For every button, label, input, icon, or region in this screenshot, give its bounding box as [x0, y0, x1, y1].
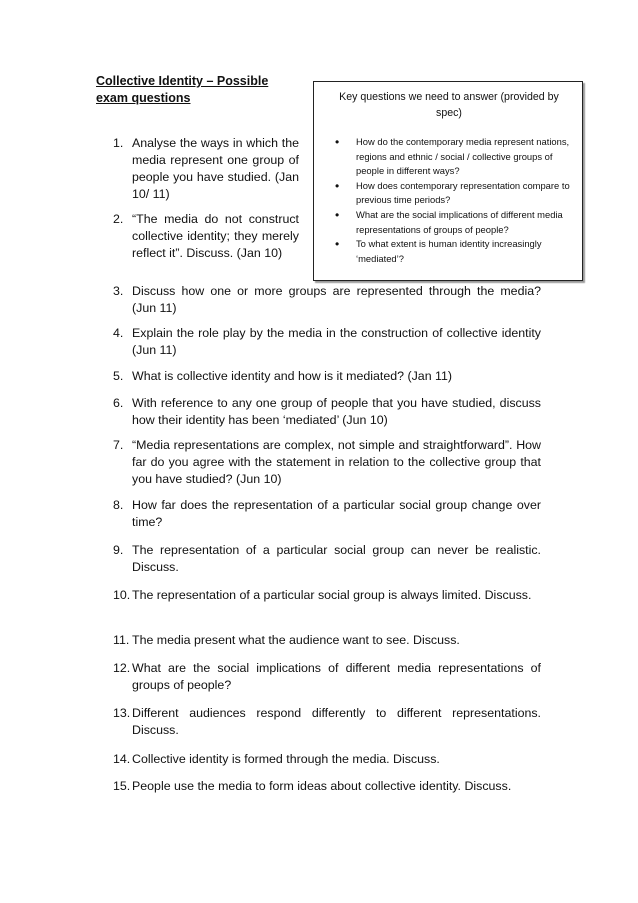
question-text: What is collective identity and how is it mediated? (Jan 11)	[132, 369, 453, 383]
question-number: 7.	[113, 438, 124, 452]
key-question-item: • To what extent is human identity increasingly ‘mediated’?	[326, 237, 572, 266]
question-text: What are the social implications of different media representations of groups of people?	[132, 661, 541, 692]
key-questions-box	[313, 81, 583, 281]
question-text: The media present what the audience want to see. Discuss.	[132, 633, 460, 647]
key-question-item: • How does contemporary representation compare to previous time periods?	[326, 179, 572, 208]
question-number: 9.	[113, 543, 124, 557]
question-3	[113, 283, 541, 317]
question-text: People use the media to form ideas about collective identity. Discuss.	[132, 779, 512, 793]
question-number: 13.	[113, 706, 131, 720]
question-number: 11.	[113, 633, 130, 647]
question-12	[113, 660, 541, 694]
page-title	[96, 73, 296, 107]
question-8	[113, 497, 541, 531]
key-question-item: • How do the contemporary media represent nations, regions and ethnic / social / collective groups of people in different ways?	[326, 135, 572, 179]
question-4	[113, 325, 541, 359]
question-number: 12.	[113, 661, 131, 675]
question-number: 6.	[113, 396, 124, 410]
question-6	[113, 395, 541, 429]
question-number: 14.	[113, 752, 131, 766]
question-text: The representation of a particular social group can never be realistic. Discuss.	[132, 543, 541, 574]
question-number: 5.	[113, 369, 124, 383]
question-number: 10.	[113, 588, 131, 602]
question-number: 8.	[113, 498, 124, 512]
question-text: With reference to any one group of people that you have studied, discuss how their identity has been ‘mediated’ (Jun 10)	[132, 396, 541, 427]
key-questions-title: Key questions we need to answer (provided by spec)	[339, 91, 559, 119]
key-question-item: • What are the social implications of different media representations of groups of people?	[326, 208, 572, 237]
question-number: 1.	[113, 136, 124, 150]
page-title-line-2: exam questions	[96, 91, 191, 105]
page-title-line-1: Collective Identity – Possible	[96, 74, 269, 88]
question-14	[113, 751, 541, 768]
question-text: The representation of a particular social group is always limited. Discuss.	[132, 588, 532, 602]
question-text: Different audiences respond differently to different representations. Discuss.	[132, 706, 541, 737]
question-number: 4.	[113, 326, 124, 340]
question-10	[113, 587, 541, 604]
question-text: How far does the representation of a particular social group change over time?	[132, 498, 541, 529]
question-number: 2.	[113, 212, 124, 226]
question-5	[113, 368, 541, 385]
question-1	[113, 135, 299, 203]
question-text: “Media representations are complex, not simple and straightforward”. How far do you agree with the statement in relation to the collective group that you have studied? (Jun 10)	[132, 438, 541, 486]
question-15	[113, 778, 541, 795]
question-13	[113, 705, 541, 739]
key-questions-list	[326, 135, 572, 266]
question-2	[113, 211, 299, 262]
question-9	[113, 542, 541, 576]
question-text: Analyse the ways in which the media represent one group of people you have studied. (Jan 10/ 11)	[132, 136, 299, 201]
question-number: 3.	[113, 284, 124, 298]
question-11	[113, 632, 541, 649]
question-number: 15.	[113, 779, 131, 793]
question-text: Explain the role play by the media in the construction of collective identity (Jun 11)	[132, 326, 541, 357]
question-text: Collective identity is formed through the media. Discuss.	[132, 752, 440, 766]
question-7	[113, 437, 541, 488]
question-text: “The media do not construct collective identity; they merely reflect it”. Discuss. (Jan 10)	[132, 212, 299, 260]
question-text: Discuss how one or more groups are represented through the media? (Jun 11)	[132, 284, 541, 315]
